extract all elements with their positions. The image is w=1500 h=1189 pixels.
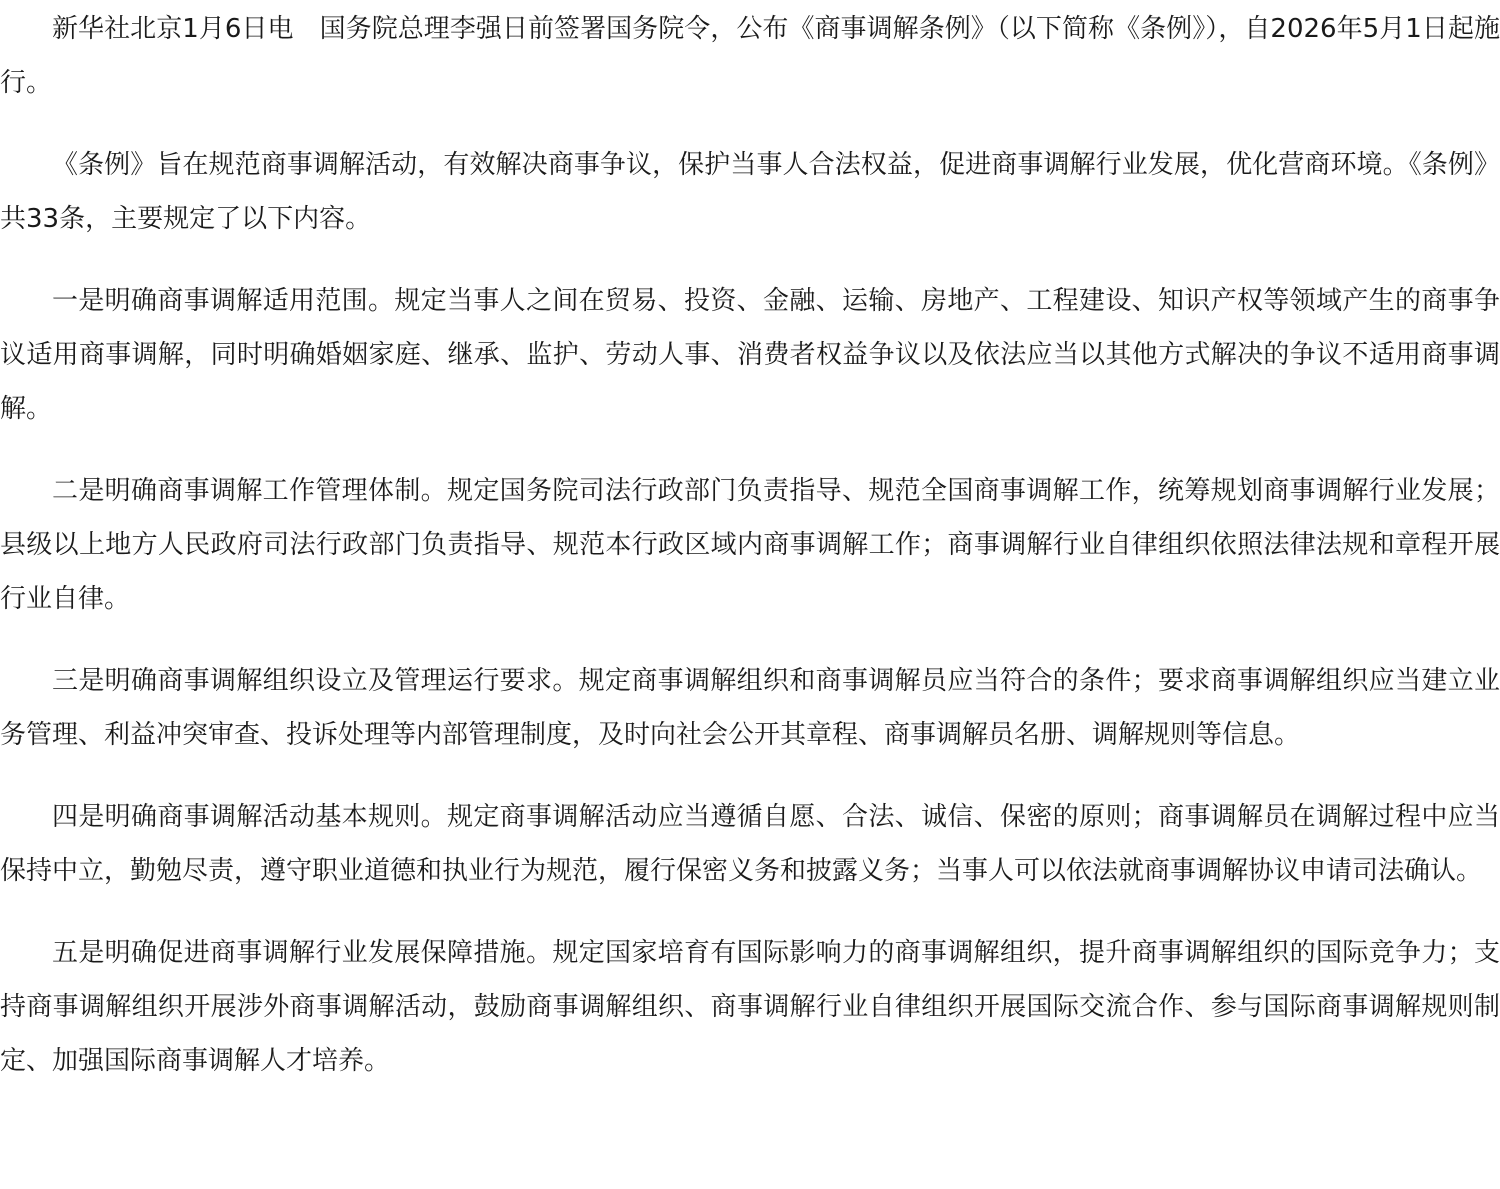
paragraph-purpose: 《条例》旨在规范商事调解活动，有效解决商事争议，保护当事人合法权益，促进商事调解行业发展，优化营商环境。《条例》共33条，主要规定了以下内容。 bbox=[0, 150, 1500, 234]
paragraph-lead: 新华社北京1月6日电 国务院总理李强日前签署国务院令，公布《商事调解条例》（以下简称《条例》），自2026年5月1日起施行。 bbox=[0, 14, 1500, 98]
paragraph-point-4: 四是明确商事调解活动基本规则。规定商事调解活动应当遵循自愿、合法、诚信、保密的原则；商事调解员在调解过程中应当保持中立，勤勉尽责，遵守职业道德和执业行为规范，履行保密义务和披露义务；当事人可以依法就商事调解协议申请司法确认。 bbox=[0, 802, 1500, 886]
paragraph-point-5: 五是明确促进商事调解行业发展保障措施。规定国家培育有国际影响力的商事调解组织，提升商事调解组织的国际竞争力；支持商事调解组织开展涉外商事调解活动，鼓励商事调解组织、商事调解行业自律组织开展国际交流合作、参与国际商事调解规则制定、加强国际商事调解人才培养。 bbox=[0, 938, 1500, 1076]
paragraph-point-2: 二是明确商事调解工作管理体制。规定国务院司法行政部门负责指导、规范全国商事调解工作，统筹规划商事调解行业发展；县级以上地方人民政府司法行政部门负责指导、规范本行政区域内商事调解工作；商事调解行业自律组织依照法律法规和章程开展行业自律。 bbox=[0, 476, 1500, 614]
paragraph-point-3: 三是明确商事调解组织设立及管理运行要求。规定商事调解组织和商事调解员应当符合的条件；要求商事调解组织应当建立业务管理、利益冲突审查、投诉处理等内部管理制度，及时向社会公开其章程、商事调解员名册、调解规则等信息。 bbox=[0, 666, 1500, 750]
paragraph-point-1: 一是明确商事调解适用范围。规定当事人之间在贸易、投资、金融、运输、房地产、工程建设、知识产权等领域产生的商事争议适用商事调解，同时明确婚姻家庭、继承、监护、劳动人事、消费者权益争议以及依法应当以其他方式解决的争议不适用商事调解。 bbox=[0, 286, 1500, 424]
article-body bbox=[0, 2, 1500, 1088]
